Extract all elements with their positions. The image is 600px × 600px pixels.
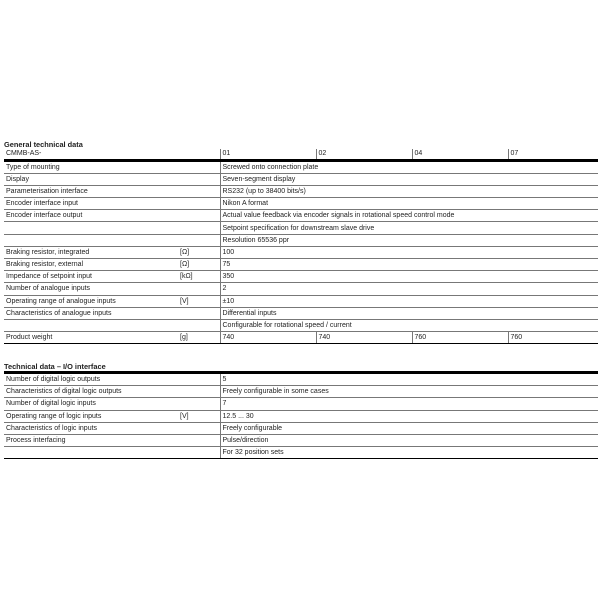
row-label: Braking resistor, integrated [6, 248, 90, 256]
variant-header: 04 [412, 149, 508, 160]
row-value-cell: Differential inputs [220, 307, 598, 319]
row-value-cell: Seven-segment display [220, 173, 598, 185]
row-label-cell [4, 410, 220, 422]
row-value-cell: Configurable for rotational speed / current [220, 319, 598, 331]
table-row [4, 210, 598, 222]
row-unit: [g] [180, 334, 188, 342]
row-label: Operating range of analogue inputs [6, 297, 116, 305]
table-row [4, 373, 598, 386]
row-value-cell: 7 [220, 398, 598, 410]
row-value-cell: Nikon A format [220, 198, 598, 210]
row-unit: [Ω] [180, 261, 190, 269]
row-value-cell: 2 [220, 283, 598, 295]
table-row [4, 283, 598, 295]
table-row [4, 307, 598, 319]
variant-header: 02 [316, 149, 412, 160]
row-value-cell: 100 [220, 246, 598, 258]
row-label-cell [4, 283, 220, 295]
row-label-cell [4, 332, 220, 344]
row-unit: [kΩ] [180, 273, 193, 281]
variant-header: 01 [220, 149, 316, 160]
row-label: Number of digital logic inputs [6, 400, 96, 408]
row-label-cell [4, 185, 220, 197]
row-value-cell: Resolution 65536 ppr [220, 234, 598, 246]
row-label: Parameterisation interface [6, 187, 88, 195]
row-value-cell: 75 [220, 259, 598, 271]
table-row [4, 259, 598, 271]
row-label: Product weight [6, 334, 53, 342]
row-label: Operating range of logic inputs [6, 412, 102, 420]
row-label: Number of analogue inputs [6, 285, 91, 293]
general-technical-data-section [4, 140, 600, 344]
table-row [4, 271, 598, 283]
table-row [4, 422, 598, 434]
row-label-cell [4, 447, 220, 459]
row-label-cell [4, 295, 220, 307]
row-label: Characteristics of digital logic outputs [6, 388, 122, 396]
io-data-table [4, 371, 598, 459]
table-row [4, 295, 598, 307]
row-label: Impedance of setpoint input [6, 273, 93, 281]
row-unit: [V] [180, 297, 189, 305]
row-value-cell: 5 [220, 373, 598, 386]
row-label: Number of digital logic outputs [6, 376, 101, 384]
table-row [4, 386, 598, 398]
row-label-cell [4, 319, 220, 331]
row-label: Braking resistor, external [6, 261, 84, 269]
io-interface-section [4, 362, 600, 459]
table-row [4, 447, 598, 459]
row-value-cell: Setpoint specification for downstream slave drive [220, 222, 598, 234]
row-label: Characteristics of logic inputs [6, 424, 98, 432]
row-label: Encoder interface output [6, 212, 83, 220]
row-value-cell: Pulse/direction [220, 434, 598, 446]
row-value-cell: 760 [412, 332, 508, 344]
table-row [4, 319, 598, 331]
type-code-header: CMMB-AS- [4, 149, 220, 160]
row-value-cell: ±10 [220, 295, 598, 307]
row-label-cell [4, 398, 220, 410]
row-label-cell [4, 222, 220, 234]
row-value-cell: RS232 (up to 38400 bits/s) [220, 185, 598, 197]
table-row [4, 434, 598, 446]
table-row [4, 198, 598, 210]
variant-header: 07 [508, 149, 598, 160]
table-row [4, 246, 598, 258]
row-label-cell [4, 246, 220, 258]
table-row [4, 173, 598, 185]
row-label-cell [4, 198, 220, 210]
row-value-cell: 350 [220, 271, 598, 283]
row-value-cell: 740 [220, 332, 316, 344]
row-value-cell: Freely configurable [220, 422, 598, 434]
row-label-cell [4, 373, 220, 386]
row-label-cell [4, 259, 220, 271]
table-row [4, 234, 598, 246]
row-label-cell [4, 210, 220, 222]
table-header-row [4, 149, 598, 160]
row-label-cell [4, 307, 220, 319]
table-row [4, 398, 598, 410]
general-section-title: General technical data [4, 140, 83, 149]
row-value-cell: 12.5 ... 30 [220, 410, 598, 422]
row-label: Type of mounting [6, 163, 60, 171]
general-data-table [4, 149, 598, 344]
row-label: Encoder interface input [6, 200, 78, 208]
table-row [4, 185, 598, 197]
row-value-cell: Screwed onto connection plate [220, 160, 598, 173]
table-row [4, 332, 598, 344]
table-row [4, 160, 598, 173]
row-unit: [Ω] [180, 248, 190, 256]
row-value-cell: 740 [316, 332, 412, 344]
row-value-cell: 760 [508, 332, 598, 344]
row-label-cell [4, 386, 220, 398]
row-label: Characteristics of analogue inputs [6, 309, 112, 317]
row-value-cell: For 32 position sets [220, 447, 598, 459]
table-row [4, 410, 598, 422]
row-label: Display [6, 175, 29, 183]
table-row [4, 222, 598, 234]
row-value-cell: Freely configurable in some cases [220, 386, 598, 398]
row-label-cell [4, 173, 220, 185]
row-unit: [V] [180, 412, 189, 420]
row-label: Process interfacing [6, 437, 66, 445]
row-label-cell [4, 422, 220, 434]
row-label-cell [4, 434, 220, 446]
row-label-cell [4, 160, 220, 173]
row-value-cell: Actual value feedback via encoder signals in rotational speed control mode [220, 210, 598, 222]
io-section-title: Technical data – I/O interface [4, 362, 106, 371]
row-label-cell [4, 234, 220, 246]
row-label-cell [4, 271, 220, 283]
